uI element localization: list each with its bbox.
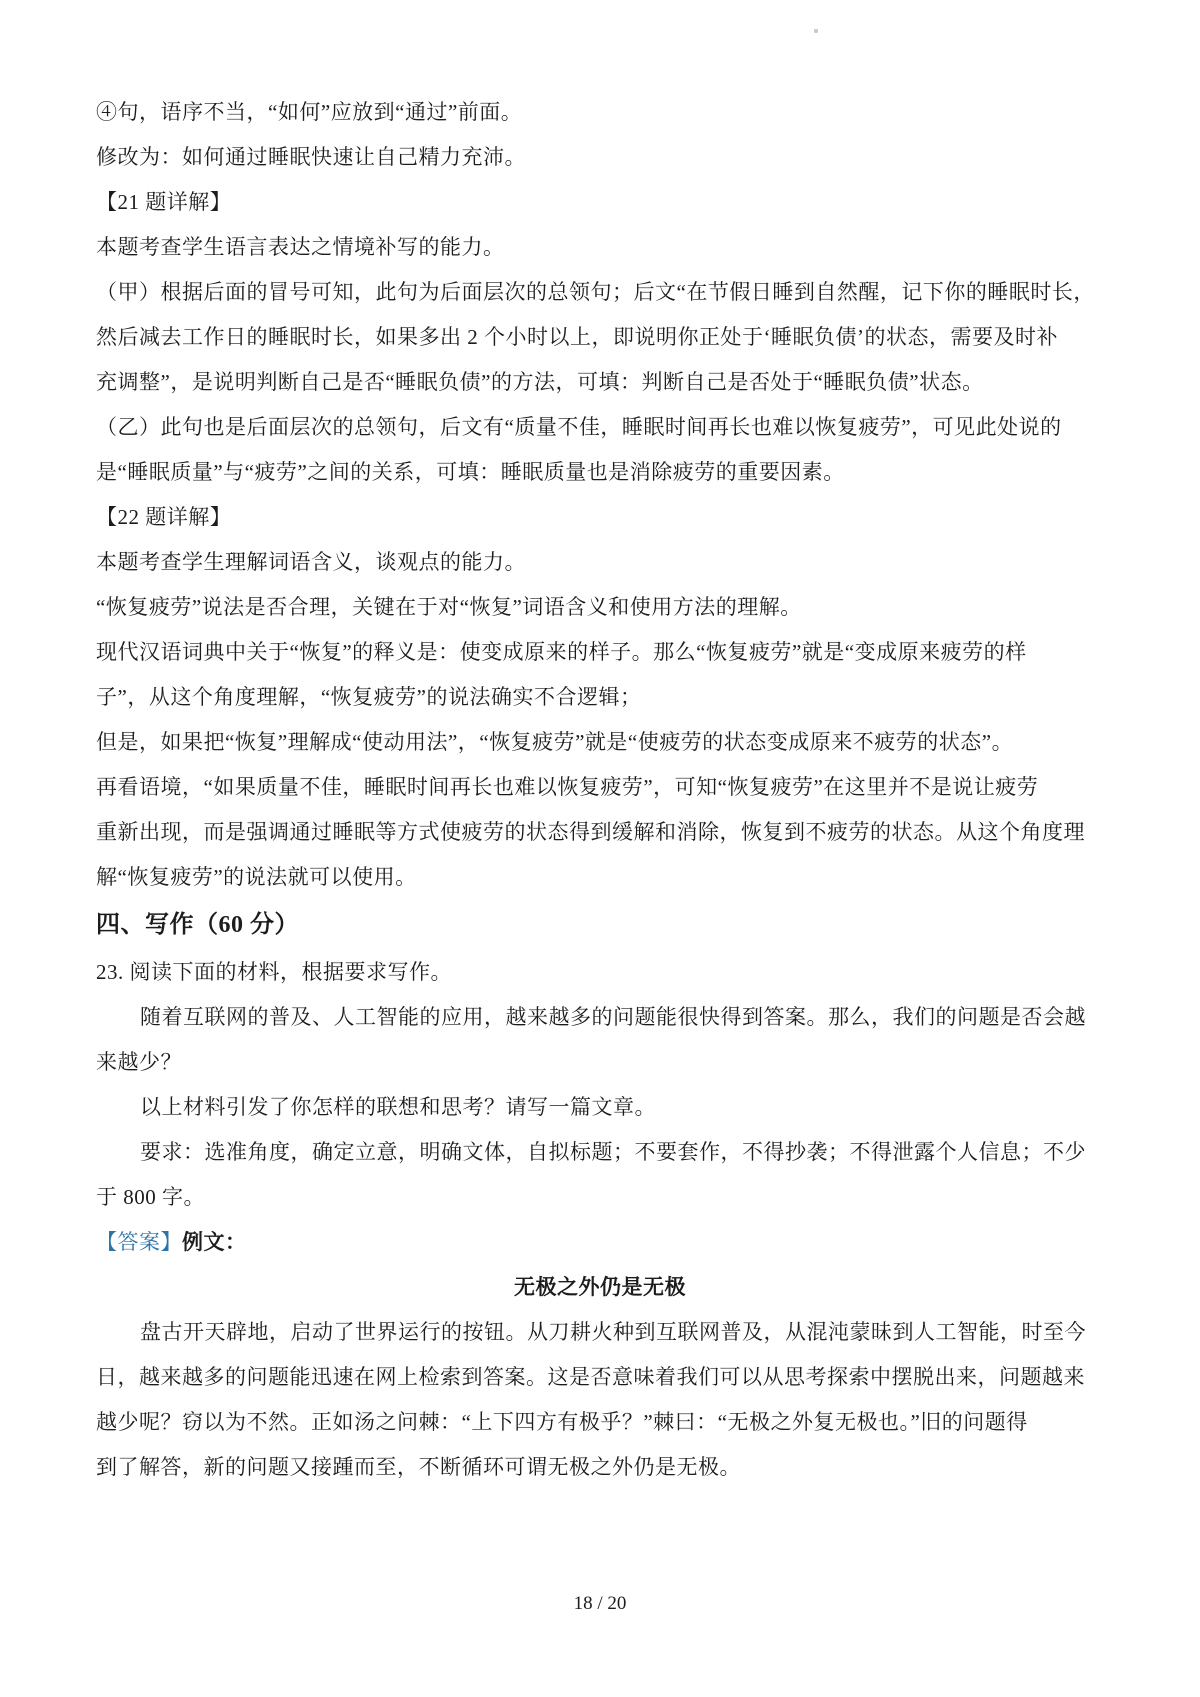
essay-text-line: 日，越来越多的问题能迅速在网上检索到答案。这是否意味着我们可以从思考探索中摆脱出来，问题越来 <box>96 1365 1085 1389</box>
material-text-line: 随着互联网的普及、人工智能的应用，越来越多的问题能很快得到答案。那么，我们的问题是否会越 <box>140 1005 1086 1029</box>
explain21-text-line: （甲）根据后面的冒号可知，此句为后面层次的总领句；后文“在节假日睡到自然醒，记下你的睡眠时长， <box>96 280 1095 304</box>
requirements-text-line: 于 800 字。 <box>96 1185 205 1209</box>
answer-line <box>96 1220 1104 1265</box>
correction-line-1: ④句，语序不当，“如何”应放到“通过”前面。 <box>96 100 523 124</box>
requirements-text-line: 要求：选准角度，确定立意，明确文体，自拟标题；不要套作，不得抄袭；不得泄露个人信息；不少 <box>140 1140 1086 1164</box>
explain22-text-line: 但是，如果把“恢复”理解成“使动用法”，“恢复疲劳”就是“使疲劳的状态变成原来不疲劳的状态”。 <box>96 730 1014 754</box>
explain22-text-line: 本题考查学生理解词语含义，谈观点的能力。 <box>96 550 526 574</box>
explain21-heading: 【21 题详解】 <box>96 190 232 214</box>
stray-speck <box>814 29 818 33</box>
essay-text-line: 越少呢？窃以为不然。正如汤之问棘：“上下四方有极乎？”棘曰：“无极之外复无极也。”旧的问题得 <box>96 1410 1028 1434</box>
essay-text-line: 盘古开天辟地，启动了世界运行的按钮。从刀耕火种到互联网普及，从混沌蒙昧到人工智能，时至今 <box>140 1320 1086 1344</box>
explain22-text-line: “恢复疲劳”说法是否合理，关键在于对“恢复”词语含义和使用方法的理解。 <box>96 595 802 619</box>
writing-prompt-line: 以上材料引发了你怎样的联想和思考？请写一篇文章。 <box>140 1095 656 1119</box>
explain22-text-line: 现代汉语词典中关于“恢复”的释义是：使变成原来的样子。那么“恢复疲劳”就是“变成原来疲劳的样 <box>96 640 1027 664</box>
explain21-text-line: 然后减去工作日的睡眠时长，如果多出 2 个小时以上，即说明你正处于‘睡眠负债’的状态，需要及时补 <box>96 325 1058 349</box>
explain21-text-line: 本题考查学生语言表达之情境补写的能力。 <box>96 235 505 259</box>
explain21-text-line: 是“睡眠质量”与“疲劳”之间的关系，可填：睡眠质量也是消除疲劳的重要因素。 <box>96 460 845 484</box>
explain22-text-line: 子”，从这个角度理解，“恢复疲劳”的说法确实不合逻辑； <box>96 685 642 709</box>
answer-label: 【答案】 <box>96 1230 182 1254</box>
question-23-intro: 23. 阅读下面的材料，根据要求写作。 <box>96 960 452 984</box>
page-number: 18 / 20 <box>573 1593 627 1614</box>
essay-text-line: 到了解答，新的问题又接踵而至，不断循环可谓无极之外仍是无极。 <box>96 1455 741 1479</box>
explain22-text-line: 再看语境，“如果质量不佳，睡眠时间再长也难以恢复疲劳”，可知“恢复疲劳”在这里并不是说让疲劳 <box>96 775 1039 799</box>
page-content <box>96 90 1104 1490</box>
correction-line-2: 修改为：如何通过睡眠快速让自己精力充沛。 <box>96 145 526 169</box>
answer-value-label: 例文： <box>182 1230 247 1254</box>
material-text-line: 来越少？ <box>96 1050 182 1074</box>
explain22-text-line: 解“恢复疲劳”的说法就可以使用。 <box>96 865 417 889</box>
explain21-text-line: 充调整”，是说明判断自己是否“睡眠负债”的方法，可填：判断自己是否处于“睡眠负债”状态。 <box>96 370 984 394</box>
explain22-text-line: 重新出现，而是强调通过睡眠等方式使疲劳的状态得到缓解和消除，恢复到不疲劳的状态。从这个角度理 <box>96 820 1085 844</box>
writing-section-heading: 四、写作（60 分） <box>96 912 299 938</box>
explain21-text-line: （乙）此句也是后面层次的总领句，后文有“质量不佳，睡眠时间再长也难以恢复疲劳”，可见此处说的 <box>96 415 1062 439</box>
essay-title: 无极之外仍是无极 <box>514 1275 686 1299</box>
explain22-heading: 【22 题详解】 <box>96 505 232 529</box>
